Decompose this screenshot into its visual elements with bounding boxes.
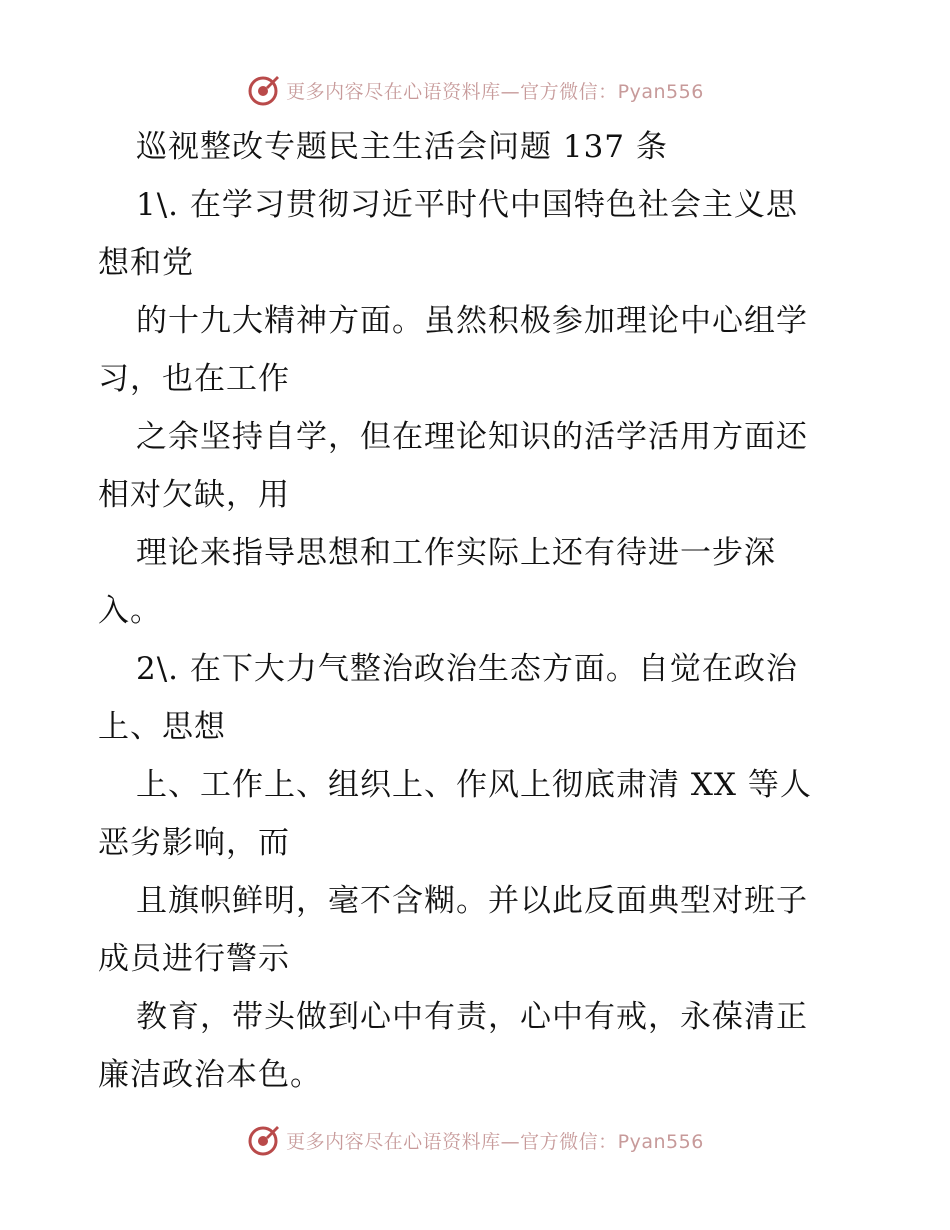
doc-line: 理论来指导思想和工作实际上还有待进一步深	[136, 535, 776, 571]
doc-line: 的十九大精神方面。虽然积极参加理论中心组学	[136, 303, 808, 339]
doc-line: 巡视整改专题民主生活会问题 137 条	[136, 129, 668, 165]
doc-line: 2\. 在下大力气整治政治生态方面。自觉在政治	[136, 651, 798, 687]
doc-line: 1\. 在学习贯彻习近平时代中国特色社会主义思	[136, 187, 798, 223]
doc-line: 恶劣影响，而	[98, 825, 290, 861]
doc-line: 教育，带头做到心中有责，心中有戒，永葆清正	[136, 999, 808, 1035]
document-body	[98, 118, 858, 1104]
pen-circle-logo-icon	[246, 1123, 280, 1157]
footer-watermark-banner	[0, 1120, 950, 1160]
doc-line: 廉洁政治本色。	[98, 1057, 322, 1093]
doc-line: 习，也在工作	[98, 361, 290, 397]
doc-line: 上、思想	[98, 709, 226, 745]
doc-line: 成员进行警示	[98, 941, 290, 977]
doc-line: 相对欠缺，用	[98, 477, 290, 513]
doc-line: 上、工作上、组织上、作风上彻底肃清 XX 等人	[136, 767, 812, 803]
doc-line: 之余坚持自学，但在理论知识的活学活用方面还	[136, 419, 808, 455]
pen-circle-logo-icon	[246, 73, 280, 107]
header-watermark-banner	[0, 70, 950, 110]
doc-line: 想和党	[98, 245, 194, 281]
watermark-text: 更多内容尽在心语资料库—官方微信：Pyan556	[286, 1130, 704, 1153]
watermark-text: 更多内容尽在心语资料库—官方微信：Pyan556	[286, 80, 704, 103]
doc-line: 入。	[98, 593, 162, 629]
doc-line: 且旗帜鲜明，毫不含糊。并以此反面典型对班子	[136, 883, 808, 919]
